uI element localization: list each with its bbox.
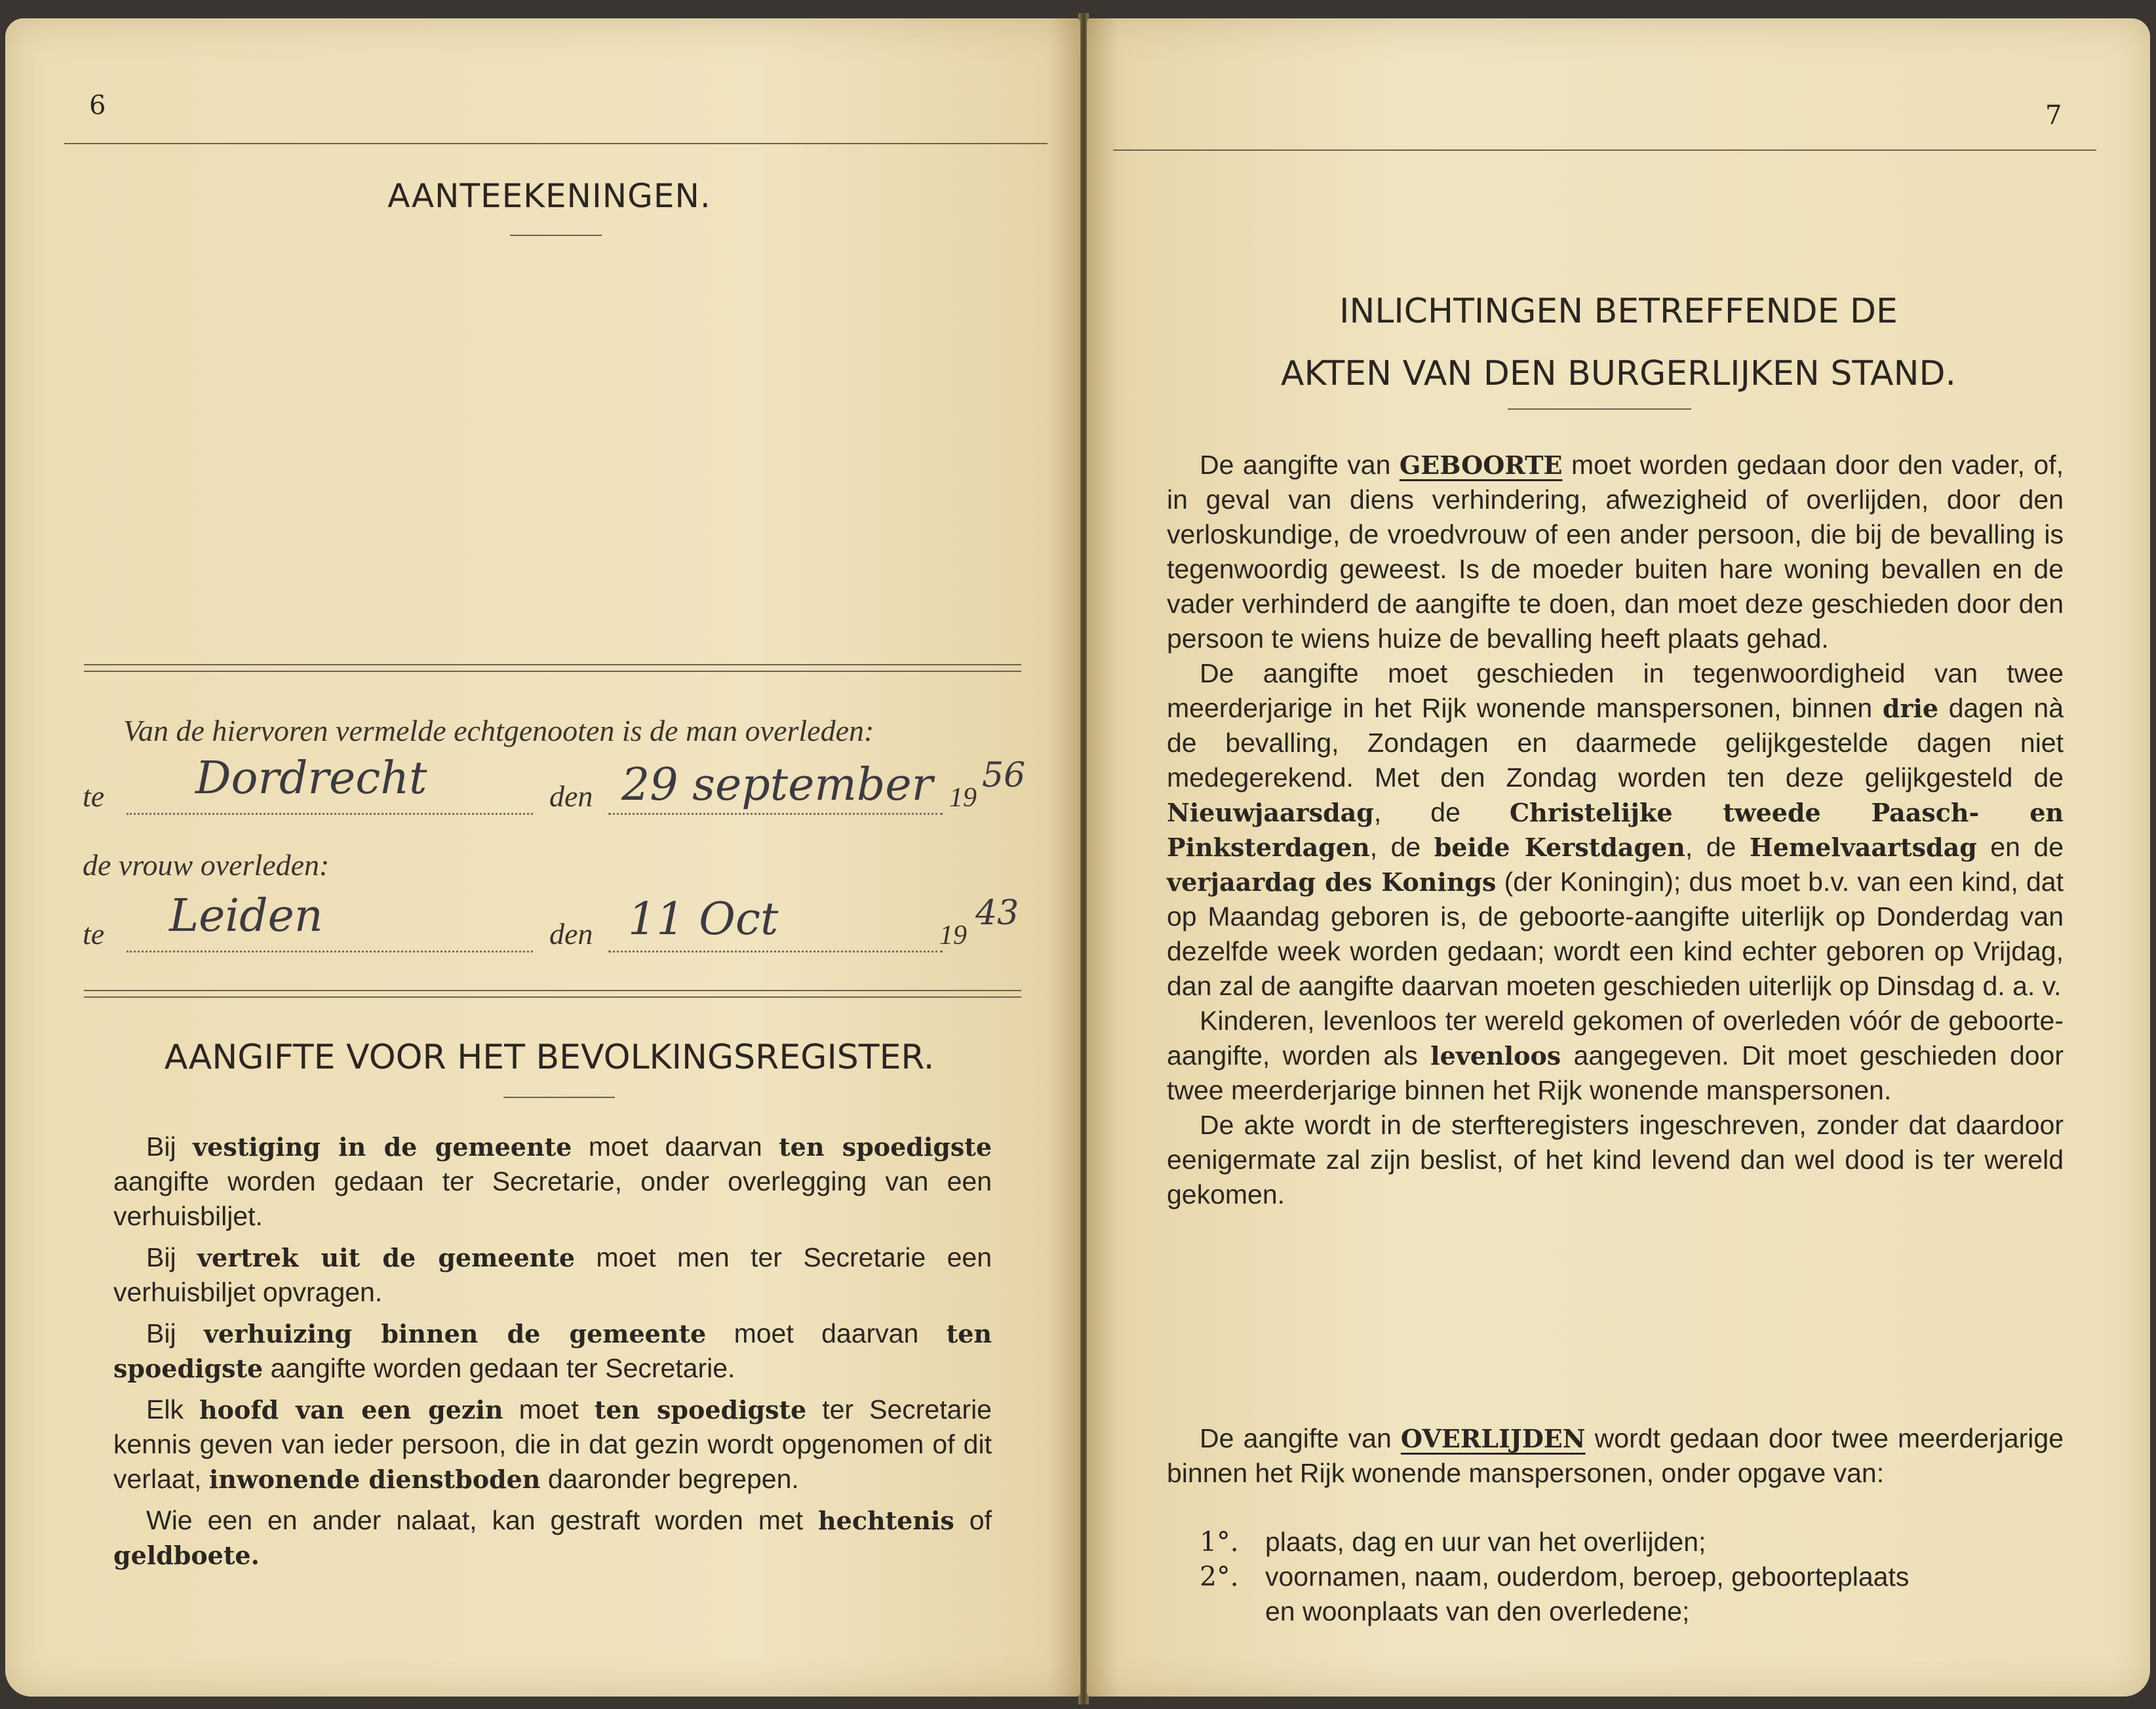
bold-text: geldboete. bbox=[113, 1541, 260, 1570]
paragraph-akte: De akte wordt in de sterfteregisters ingeschreven, zonder dat daardoor eenigermate zal zijn beslist, of het kind levend dan wel dood is ter wereld gekomen. bbox=[1167, 1110, 2064, 1209]
text: daaronder begrepen. bbox=[540, 1464, 799, 1494]
bold-text: hechtenis bbox=[818, 1506, 954, 1535]
bold-text: ten spoedigste bbox=[113, 1319, 992, 1383]
double-rule-bottom bbox=[84, 990, 1021, 998]
text: moet daarvan bbox=[706, 1318, 947, 1348]
list-number: 2°. bbox=[1200, 1561, 1239, 1592]
text: Wie een en ander nalaat, kan gestraft worden met bbox=[146, 1505, 819, 1535]
place-dotline bbox=[127, 951, 533, 953]
bold-text: ten spoedigste bbox=[594, 1395, 807, 1424]
bold-text: Nieuwjaarsdag bbox=[1167, 798, 1374, 827]
te-label: te bbox=[83, 779, 105, 813]
text: De aangifte moet geschieden in tegenwoordigheid van twee meerderjarige in het Rijk wonende manspersonen, binnen bbox=[1167, 658, 2064, 723]
bold-text: inwonende dienstboden bbox=[208, 1464, 541, 1494]
bold-text: verhuizing binnen de gemeente bbox=[203, 1319, 707, 1348]
double-rule-top bbox=[84, 664, 1021, 672]
text: dagen nà de bevalling, Zondagen en daarmede gelijkgestelde dagen niet medegerekend. Met den Zondag worden ten deze gelijkgesteld de bbox=[1167, 693, 2064, 793]
text: ter Secretarie kennis geven van ieder persoon, die in dat gezin wordt opgenomen of dit verlaat, bbox=[113, 1394, 992, 1494]
paragraph-vestiging bbox=[113, 1130, 992, 1234]
bold-text: OVERLIJDEN bbox=[1400, 1424, 1586, 1453]
paragraph-verhuizing bbox=[113, 1316, 992, 1386]
year-prefix: 19 bbox=[949, 783, 977, 813]
text: De aangifte van bbox=[1200, 450, 1400, 480]
bold-text: beide Kerstdagen bbox=[1434, 833, 1685, 862]
list-item-continuation: en woonplaats van den overledene; bbox=[1265, 1596, 1690, 1626]
handwritten-place: Dordrecht bbox=[195, 753, 427, 804]
text: moet daarvan bbox=[572, 1131, 779, 1162]
list-number: 1°. bbox=[1200, 1526, 1239, 1558]
list-item bbox=[1200, 1525, 2065, 1560]
handwritten-year: 43 bbox=[975, 894, 1019, 933]
text: moet bbox=[503, 1394, 595, 1424]
section-underline bbox=[503, 1097, 615, 1098]
title-underline bbox=[1508, 408, 1691, 410]
paragraph-vertrek bbox=[113, 1240, 992, 1310]
death-details-list bbox=[1200, 1525, 2065, 1629]
place-dotline bbox=[127, 813, 533, 815]
register-paragraphs bbox=[113, 1130, 992, 1573]
left-page bbox=[5, 18, 1080, 1697]
section-title: AANGIFTE VOOR HET BEVOLKINGSREGISTER. bbox=[164, 1038, 935, 1077]
page-title: AANTEEKENINGEN. bbox=[387, 177, 711, 215]
page-number: 6 bbox=[89, 90, 106, 121]
text: Bij bbox=[146, 1131, 193, 1162]
bold-text: drie bbox=[1882, 694, 1939, 723]
text: aangifte worden gedaan ter Secretarie. bbox=[263, 1353, 735, 1383]
header-rule bbox=[64, 143, 1048, 144]
text: aangifte worden gedaan ter Secretarie, onder overlegging van een verhuisbiljet. bbox=[113, 1166, 992, 1231]
list-text: voornamen, naam, ouderdom, beroep, geboorteplaats bbox=[1265, 1562, 1910, 1592]
text: wordt gedaan door twee meerderjarige binnen het Rijk wonende manspersonen, onder opgave van: bbox=[1167, 1423, 2064, 1488]
text: (der Koningin); dus moet b.v. van een kind, dat op Maandag geboren is, de geboorte-aangifte uiterlijk op Donderdag van dezelfde week worden gedaan; wordt een kind echter geboren op Vrijdag, dan zal de aangifte daarvan moeten geschieden uiterlijk op Dinsdag d. a. v. bbox=[1167, 867, 2064, 1001]
text: of bbox=[954, 1505, 992, 1535]
right-page bbox=[1087, 18, 2150, 1697]
paragraph-overlijden bbox=[1167, 1421, 2064, 1491]
date-dotline bbox=[608, 813, 943, 815]
text: , de bbox=[1369, 832, 1434, 862]
text: Bij bbox=[146, 1242, 197, 1272]
birth-section bbox=[1167, 448, 2064, 1212]
text: Kinderen, levenloos ter wereld gekomen of overleden vóór de geboorte-aangifte, worden als bbox=[1167, 1006, 2064, 1071]
text: moet worden gedaan door den vader, of, in geval van diens verhindering, afwezigheid of overlijden, door den verloskundige, de vroedvrouw of een ander persoon, die bij de bevalling is tegenwoordig geweest. Is de moeder buiten hare woning bevallen en de vader verhinderd de aangifte te doen, dan moet deze geschieden door den persoon te wiens huize de bevalling heeft plaats gehad. bbox=[1167, 450, 2064, 654]
page-title bbox=[1087, 281, 2150, 405]
paragraph-tegenwoordigheid bbox=[1167, 656, 2064, 1004]
woman-intro: de vrouw overleden: bbox=[83, 848, 330, 882]
handwritten-place: Leiden bbox=[169, 890, 323, 942]
death-intro: Van de hiervoren vermelde echtgenooten is de man overleden: bbox=[123, 714, 874, 747]
paragraph-levenloos bbox=[1167, 1004, 2064, 1108]
paragraph-straf bbox=[113, 1503, 992, 1573]
title-line-1: INLICHTINGEN BETREFFENDE DE bbox=[1339, 292, 1898, 331]
bold-text: levenloos bbox=[1430, 1041, 1561, 1071]
title-line-2: AKTEN VAN DEN BURGERLIJKEN STAND. bbox=[1280, 354, 1957, 393]
bold-text: GEBOORTE bbox=[1399, 450, 1563, 480]
header-rule bbox=[1113, 149, 2096, 151]
text: moet men ter Secretarie een verhuisbiljet opvragen. bbox=[113, 1242, 992, 1307]
text: en de bbox=[1976, 832, 2064, 862]
death-section bbox=[1167, 1421, 2064, 1491]
text: , de bbox=[1373, 797, 1510, 827]
bold-text: vertrek uit de gemeente bbox=[197, 1243, 576, 1272]
title-underline bbox=[510, 235, 602, 236]
bold-text: hoofd van een gezin bbox=[199, 1395, 503, 1424]
bold-text: ten spoedigste bbox=[779, 1132, 992, 1162]
handwritten-date: 11 Oct bbox=[628, 894, 779, 945]
handwritten-year: 56 bbox=[982, 756, 1026, 795]
text: Bij bbox=[146, 1318, 204, 1348]
year-prefix: 19 bbox=[939, 920, 967, 951]
bold-text: Hemelvaartsdag bbox=[1749, 833, 1977, 862]
bold-text: Christelijke tweede Paasch- en Pinksterdagen bbox=[1167, 798, 2064, 862]
page-number: 7 bbox=[2045, 100, 2062, 130]
paragraph-geboorte bbox=[1167, 448, 2064, 656]
list-text: plaats, dag en uur van het overlijden; bbox=[1265, 1527, 1706, 1557]
den-label: den bbox=[549, 917, 593, 951]
list-item bbox=[1200, 1560, 2065, 1594]
den-label: den bbox=[549, 779, 593, 813]
paragraph-hoofd-gezin bbox=[113, 1392, 992, 1497]
text: aangegeven. Dit moet geschieden door twee meerderjarige binnen het Rijk wonende manspersonen. bbox=[1167, 1040, 2064, 1105]
handwritten-date: 29 september bbox=[621, 759, 933, 811]
te-label: te bbox=[83, 917, 105, 951]
text: , de bbox=[1685, 832, 1750, 862]
bold-text: vestiging in de gemeente bbox=[193, 1132, 572, 1162]
date-dotline bbox=[608, 951, 943, 953]
text: Elk bbox=[146, 1394, 199, 1424]
bold-text: verjaardag des Konings bbox=[1167, 867, 1497, 897]
text: De aangifte van bbox=[1200, 1423, 1401, 1453]
